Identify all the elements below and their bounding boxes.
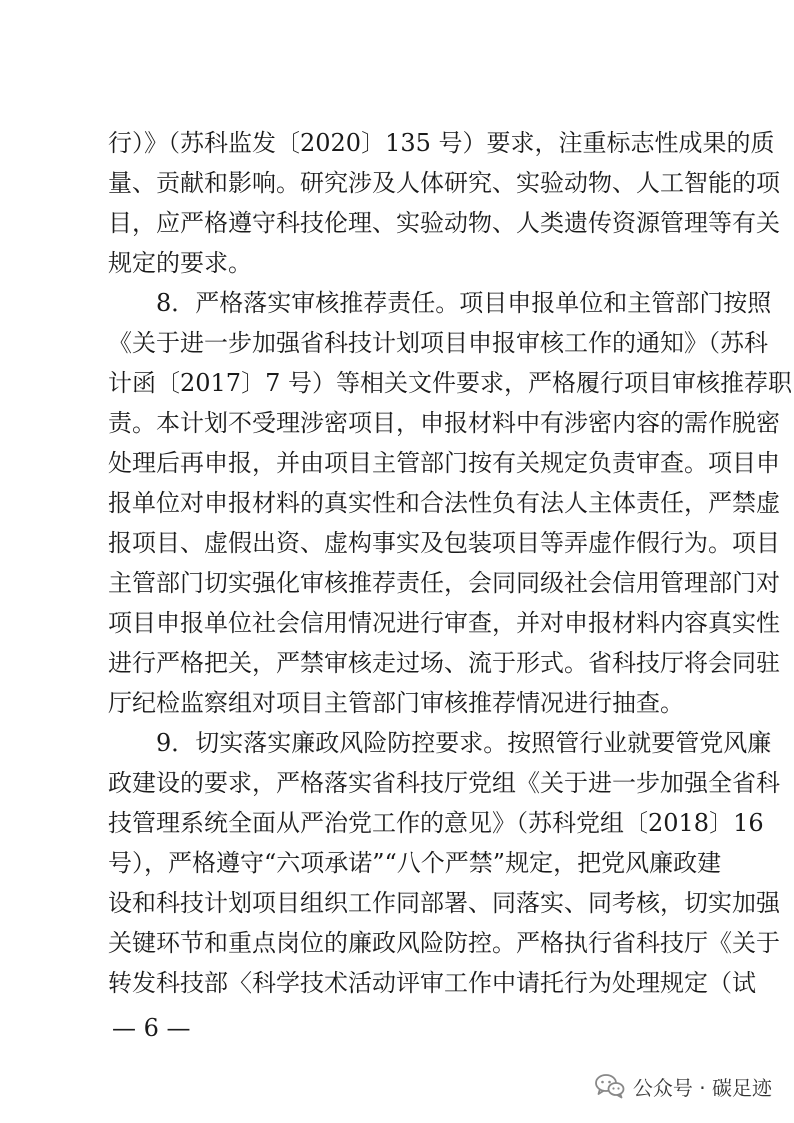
text-line: 责。本计划不受理涉密项目，申报材料中有涉密内容的需作脱密: [108, 409, 780, 437]
text-line: 9．切实落实廉政风险防控要求。按照管行业就要管党风廉: [108, 729, 772, 757]
text-line: 技管理系统全面从严治党工作的意见》（苏科党组〔2018〕16: [108, 809, 764, 837]
text-line: 规定的要求。: [108, 249, 252, 277]
text-line: 厅纪检监察组对项目主管部门审核推荐情况进行抽查。: [108, 689, 684, 717]
watermark: [595, 1066, 772, 1106]
text-line: 号），严格遵守“六项承诺”“八个严禁”规定，把党风廉政建: [108, 849, 722, 877]
text-line: 报单位对申报材料的真实性和合法性负有法人主体责任，严禁虚: [108, 489, 780, 517]
text-line: 主管部门切实强化审核推荐责任，会同同级社会信用管理部门对: [108, 569, 780, 597]
text-line: 行）》（苏科监发〔2020〕135 号）要求，注重标志性成果的质: [108, 129, 775, 157]
text-line: 量、贡献和影响。研究涉及人体研究、实验动物、人工智能的项: [108, 169, 780, 197]
text-line: 关键环节和重点岗位的廉政风险防控。严格执行省科技厅《关于: [108, 929, 780, 957]
text-line: 设和科技计划项目组织工作同部署、同落实、同考核，切实加强: [108, 889, 780, 917]
page-number: — 6 —: [112, 1014, 191, 1042]
text-line: 8．严格落实审核推荐责任。项目申报单位和主管部门按照: [108, 289, 772, 317]
text-line: 计函〔2017〕7 号）等相关文件要求，严格履行项目审核推荐职: [108, 369, 792, 397]
text-line: 进行严格把关，严禁审核走过场、流于形式。省科技厅将会同驻: [108, 649, 780, 677]
watermark-text: 公众号 · 碳足迹: [632, 1075, 772, 1100]
text-line: 处理后再申报，并由项目主管部门按有关规定负责审查。项目申: [108, 449, 780, 477]
text-line: 政建设的要求，严格落实省科技厅党组《关于进一步加强全省科: [108, 769, 780, 797]
text-line: 《关于进一步加强省科技计划项目申报审核工作的通知》（苏科: [108, 329, 768, 357]
text-line: 报项目、虚假出资、虚构事实及包装项目等弄虚作假行为。项目: [108, 529, 780, 557]
wechat-icon: [595, 1073, 625, 1099]
text-line: 项目申报单位社会信用情况进行审查，并对申报材料内容真实性: [108, 609, 780, 637]
text-line: 目，应严格遵守科技伦理、实验动物、人类遗传资源管理等有关: [108, 209, 780, 237]
text-line: 转发科技部〈科学技术活动评审工作中请托行为处理规定（试: [108, 969, 756, 997]
